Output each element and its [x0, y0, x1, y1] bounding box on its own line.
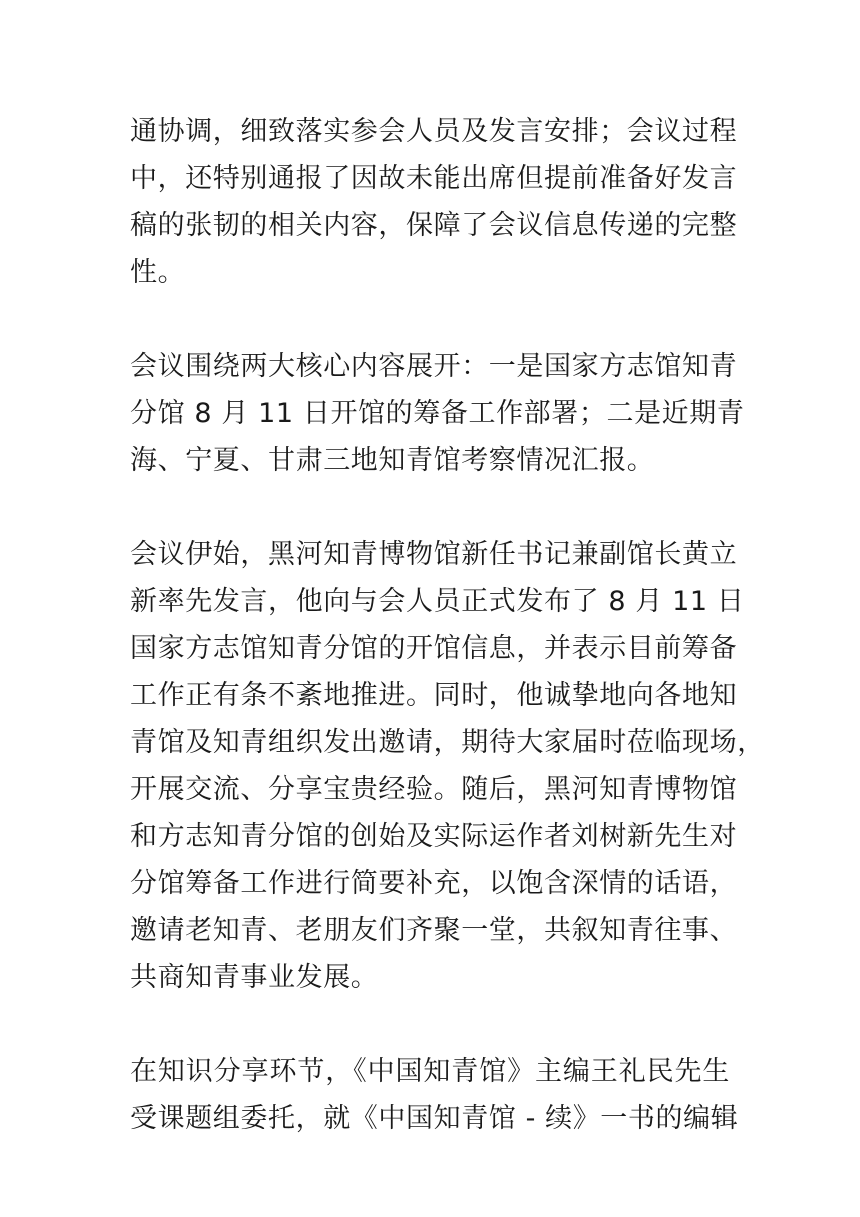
text-line: 在知识分享环节，《中国知青馆》主编王礼民先生 [130, 1056, 730, 1087]
paragraph-agenda [130, 343, 745, 484]
text-line: 会议伊始，黑河知青博物馆新任书记兼副馆长黄立 [130, 539, 738, 570]
text-line: 国家方志馆知青分馆的开馆信息，并表示目前筹备 [130, 633, 738, 664]
text-line: 和方志知青分馆的创始及实际运作者刘树新先生对 [130, 821, 738, 852]
text-line: 会议围绕两大核心内容展开：一是国家方志馆知青 [130, 351, 738, 382]
text-line: 共商知青事业发展。 [130, 962, 379, 993]
text-line: 新率先发言，他向与会人员正式发布了 8 月 11 日 [130, 586, 745, 617]
paragraph-opening-speech [130, 531, 765, 1001]
text-line: 稿的张韧的相关内容，保障了会议信息传递的完整 [130, 210, 738, 241]
text-line: 分馆筹备工作进行简要补充，以饱含深情的话语， [130, 868, 738, 899]
paragraph-knowledge-sharing [130, 1048, 739, 1142]
text-line: 通协调，细致落实参会人员及发言安排；会议过程 [130, 116, 738, 147]
text-line: 青馆及知青组织发出邀请，期待大家届时莅临现场， [130, 727, 765, 758]
document-body [130, 108, 765, 1189]
text-line: 分馆 8 月 11 日开馆的筹备工作部署；二是近期青 [130, 398, 745, 429]
text-line: 开展交流、分享宝贵经验。随后，黑河知青博物馆 [130, 774, 738, 805]
paragraph-coordination [130, 108, 738, 296]
text-line: 受课题组委托，就《中国知青馆 - 续》一书的编辑 [130, 1103, 739, 1134]
text-line: 邀请老知青、老朋友们齐聚一堂，共叙知青往事、 [130, 915, 738, 946]
text-line: 性。 [130, 257, 186, 288]
text-line: 海、宁夏、甘肃三地知青馆考察情况汇报。 [130, 445, 655, 476]
text-line: 工作正有条不紊地推进。同时，他诚挚地向各地知 [130, 680, 738, 711]
text-line: 中，还特别通报了因故未能出席但提前准备好发言 [130, 163, 738, 194]
